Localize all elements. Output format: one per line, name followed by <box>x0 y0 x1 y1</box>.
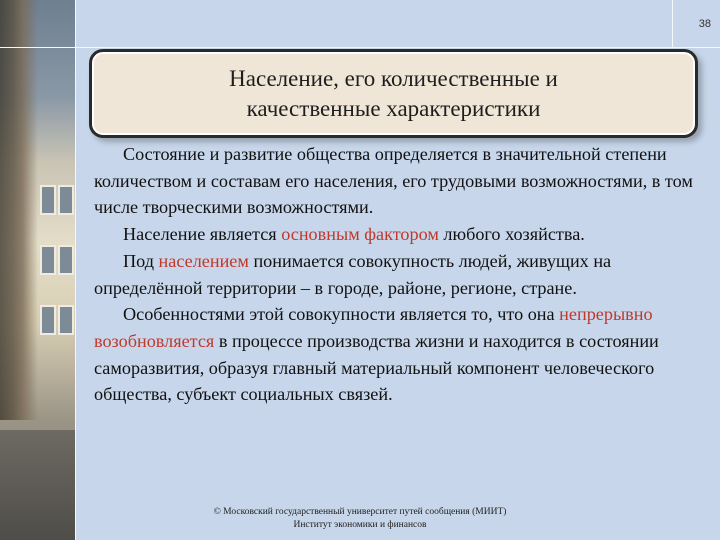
paragraph-text: Под <box>123 250 159 271</box>
divider-vertical <box>75 0 76 540</box>
tree-silhouette <box>0 0 38 420</box>
paragraph-text: понимается совокупность людей, живущих на определённой территории – в городе, районе, регионе, стране. <box>94 250 612 298</box>
window <box>58 305 74 335</box>
highlighted-term: основным фактором <box>281 224 439 245</box>
street <box>0 430 75 540</box>
slide-title <box>229 64 558 124</box>
paragraph-text: Состояние и развитие общества определяется в значительной степени количеством и составам его населения, его трудовыми возможностями, в том числе творческими возможностями. <box>94 144 693 218</box>
paragraph <box>94 301 694 408</box>
page-number: 38 <box>698 18 711 30</box>
paragraph <box>94 221 694 248</box>
footer-copyright: © Московский государственный университет путей сообщения (МИИТ) <box>213 507 507 517</box>
paragraph-text: любого хозяйства. <box>438 224 585 245</box>
window <box>58 245 74 275</box>
title-line-1: Население, его количественные и <box>229 65 558 91</box>
building-photo <box>0 0 75 540</box>
window <box>40 305 56 335</box>
window <box>40 185 56 215</box>
title-line-2: качественные характеристики <box>246 95 541 121</box>
paragraph-text: Население является <box>123 224 282 245</box>
paragraph <box>94 141 694 221</box>
divider-horizontal <box>0 47 720 48</box>
window <box>58 185 74 215</box>
footer <box>160 506 560 532</box>
highlighted-term: населением <box>158 250 249 271</box>
body-text <box>94 141 694 408</box>
paragraph-text: Особенностями этой совокупности является то, что она <box>123 304 560 325</box>
footer-institute: Институт экономики и финансов <box>293 520 427 530</box>
title-box <box>89 49 698 138</box>
paragraph <box>94 248 694 301</box>
page-number-box <box>672 0 720 47</box>
window <box>40 245 56 275</box>
paragraph-text: в процессе производства жизни и находится в состоянии саморазвития, образуя главный материальный компонент человеческого общества, субъект социальных связей. <box>94 330 659 405</box>
highlighted-term: непрерывно возобновляется <box>94 304 653 351</box>
